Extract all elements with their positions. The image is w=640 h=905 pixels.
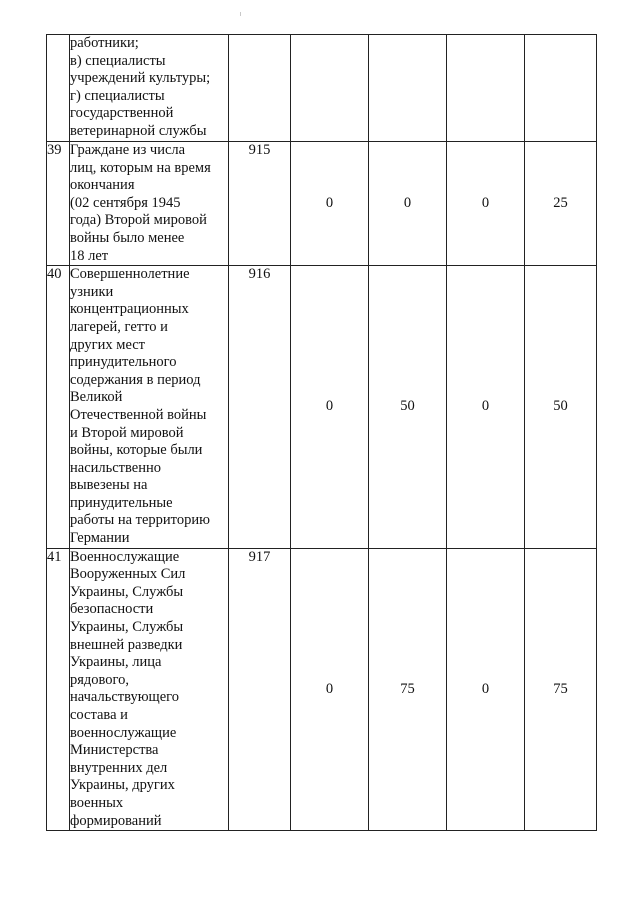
value-col-4 (525, 35, 597, 142)
scan-mark (240, 12, 241, 16)
category-code: 916 (229, 266, 291, 549)
value-col-2 (369, 35, 447, 142)
value-col-4: 25 (525, 142, 597, 266)
value-col-3 (447, 35, 525, 142)
value-col-1 (291, 35, 369, 142)
value-col-1: 0 (291, 548, 369, 831)
value-col-2: 50 (369, 266, 447, 549)
value-col-3: 0 (447, 266, 525, 549)
benefits-table (46, 34, 597, 831)
table-row (47, 266, 597, 549)
value-col-2: 0 (369, 142, 447, 266)
value-col-3: 0 (447, 142, 525, 266)
category-code: 915 (229, 142, 291, 266)
table-row (47, 142, 597, 266)
row-number: 41 (47, 548, 70, 831)
value-col-3: 0 (447, 548, 525, 831)
table-row (47, 35, 597, 142)
row-number: 39 (47, 142, 70, 266)
category-name: работники; в) специалисты учреждений культуры; г) специалисты государственной ветеринарной службы (70, 35, 229, 142)
value-col-4: 75 (525, 548, 597, 831)
category-code (229, 35, 291, 142)
category-name: Совершеннолетние узники концентрационных лагерей, гетто и других мест принудительного содержания в период Великой Отечественной войны и Второй мировой войны, которые были насильственно вывезены на принудительные работы на территорию Германии (70, 266, 229, 549)
table-row (47, 548, 597, 831)
value-col-2: 75 (369, 548, 447, 831)
category-name: Граждане из числа лиц, которым на время окончания (02 сентября 1945 года) Второй мировой войны было менее 18 лет (70, 142, 229, 266)
value-col-1: 0 (291, 142, 369, 266)
value-col-1: 0 (291, 266, 369, 549)
category-name: Военнослужащие Вооруженных Сил Украины, Службы безопасности Украины, Службы внешней разведки Украины, лица рядового, начальствующего состава и военнослужащие Министерства внутренних дел Украины, других военных формирований (70, 548, 229, 831)
row-number: 40 (47, 266, 70, 549)
row-number (47, 35, 70, 142)
category-code: 917 (229, 548, 291, 831)
value-col-4: 50 (525, 266, 597, 549)
